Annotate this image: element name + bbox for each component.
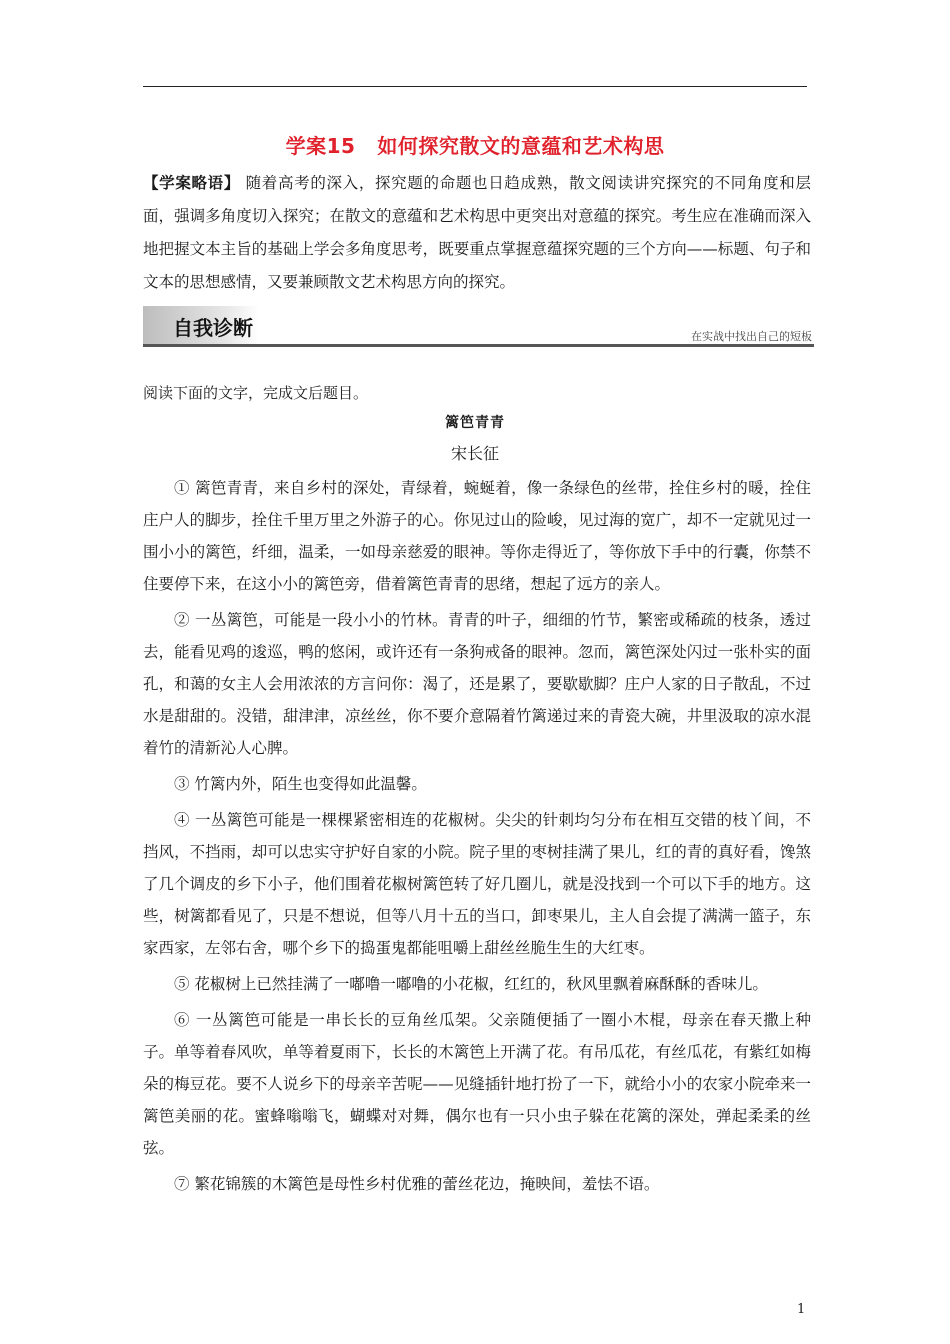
intro-paragraph [143, 166, 811, 299]
section-banner [143, 306, 814, 350]
intro-text: 随着高考的深入，探究题的命题也日趋成熟，散文阅读讲究探究的不同角度和层面，强调多角度切入探究；在散文的意蕴和艺术构思中更突出对意蕴的探究。考生应在准确而深入地把握文本主旨的基础上学会多角度思考，既要重点掌握意蕴探究题的三个方向——标题、句子和文本的思想感情，又要兼顾散文艺术构思方向的探究。 [143, 174, 811, 291]
page-title [143, 130, 807, 159]
title-prefix: 学案15 [285, 134, 356, 158]
essay-body [143, 472, 811, 1204]
instruction-text: 阅读下面的文字，完成文后题目。 [143, 384, 369, 402]
essay-paragraph: ⑦ 繁花锦簇的木篱笆是母性乡村优雅的蕾丝花边，掩映间，羞怯不语。 [174, 1175, 660, 1193]
title-main: 如何探究散文的意蕴和艺术构思 [377, 134, 665, 158]
section-rule [143, 344, 814, 347]
essay-paragraph: ③ 竹篱内外，陌生也变得如此温馨。 [174, 775, 427, 793]
essay-paragraph: ④ 一丛篱笆可能是一棵棵紧密相连的花椒树。尖尖的针刺均匀分布在相互交错的枝丫间，不挡风，不挡雨，却可以忠实守护好自家的小院。院子里的枣树挂满了果儿，红的青的真好看，馋煞了几个调皮的乡下小子，他们围着花椒树篱笆转了好几圈儿，就是没找到一个可以下手的地方。这些，树篱都看见了，只是不想说，但等八月十五的当口，卸枣果儿，主人自会提了满满一篮子，东家西家，左邻右舍，哪个乡下的捣蛋鬼都能咀嚼上甜丝丝脆生生的大红枣。 [143, 811, 811, 957]
essay-paragraph: ⑥ 一丛篱笆可能是一串长长的豆角丝瓜架。父亲随便插了一圈小木棍，母亲在春天撒上种子。单等着春风吹，单等着夏雨下，长长的木篱笆上开满了花。有吊瓜花，有丝瓜花，有紫红如梅朵的梅豆花。要不人说乡下的母亲辛苦呢——见缝插针地打扮了一下，就给小小的农家小院牵来一篱笆美丽的花。蜜蜂嗡嗡飞，蝴蝶对对舞，偶尔也有一只小虫子躲在花篱的深处，弹起柔柔的丝弦。 [143, 1011, 811, 1157]
essay-paragraph: ① 篱笆青青，来自乡村的深处，青绿着，蜿蜒着，像一条绿色的丝带，拴住乡村的暖，拴住庄户人的脚步，拴住千里万里之外游子的心。你见过山的险峻，见过海的宽广，却不一定就见过一围小小的篱笆，纤细，温柔，一如母亲慈爱的眼神。等你走得近了，等你放下手中的行囊，你禁不住要停下来，在这小小的篱笆旁，借着篱笆青青的思绪，想起了远方的亲人。 [143, 479, 811, 593]
essay-paragraph: ② 一丛篱笆，可能是一段小小的竹林。青青的叶子，细细的竹节，繁密或稀疏的枝条，透过去，能看见鸡的逡巡，鸭的悠闲，或许还有一条狗戒备的眼神。忽而，篱笆深处闪过一张朴实的面孔，和蔼的女主人会用浓浓的方言问你：渴了，还是累了，要歇歇脚？庄户人家的日子散乱，不过水是甜甜的。没错，甜津津，凉丝丝，你不要介意隔着竹篱递过来的青瓷大碗，井里汲取的凉水混着竹的清新沁人心脾。 [143, 611, 811, 757]
page-number: 1 [797, 1302, 806, 1317]
header-rule [143, 86, 807, 87]
essay-paragraph: ⑤ 花椒树上已然挂满了一嘟噜一嘟噜的小花椒，红红的，秋风里飘着麻酥酥的香味儿。 [174, 975, 768, 993]
essay-title: 篱笆青青 [445, 415, 505, 431]
intro-tag: 【学案略语】 [143, 173, 241, 192]
section-subheading: 在实战中找出自己的短板 [691, 330, 812, 343]
section-heading: 自我诊断 [173, 316, 253, 340]
essay-author: 宋长征 [450, 444, 499, 463]
